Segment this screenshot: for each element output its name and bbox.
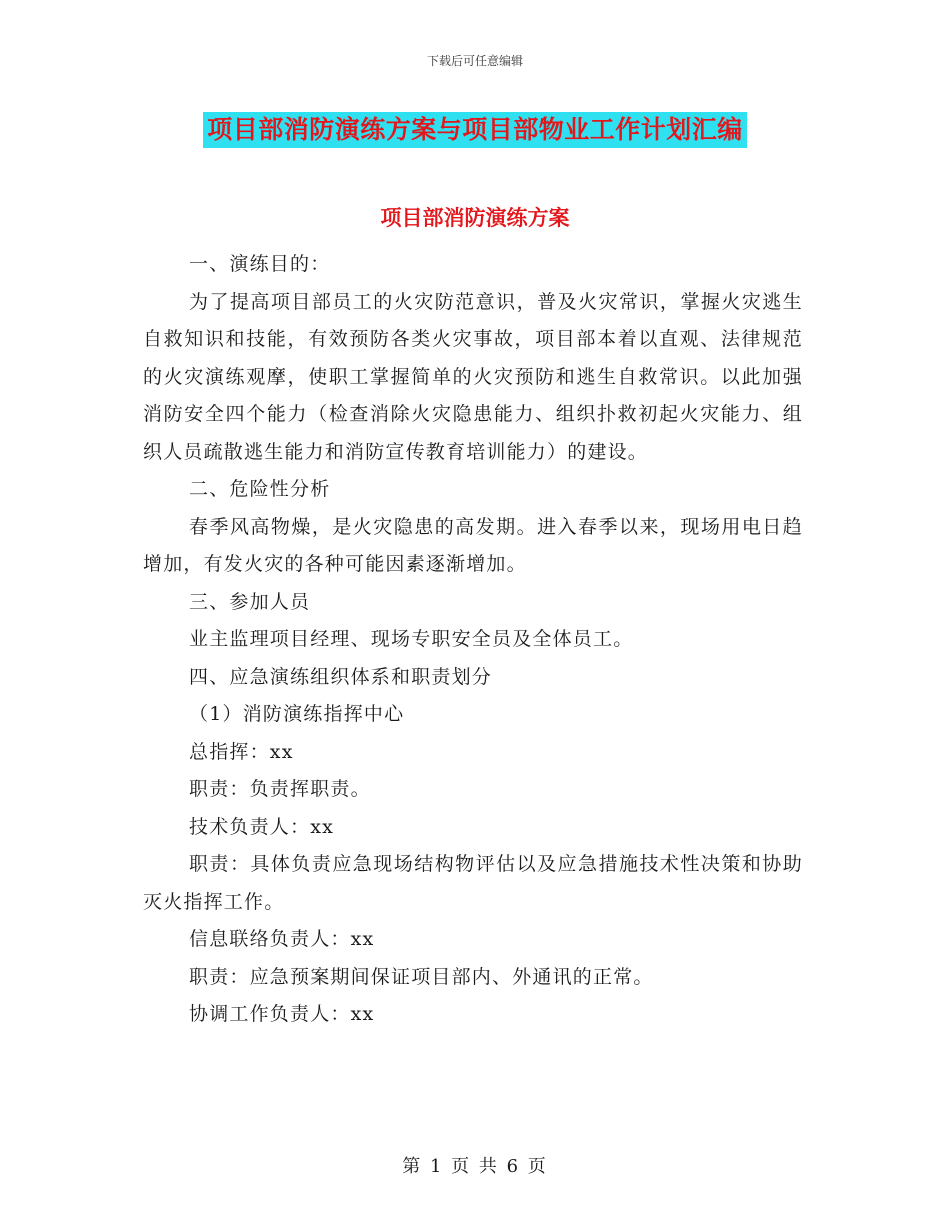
paragraph: 总指挥：xx: [189, 740, 294, 763]
paragraph: 为了提高项目部员工的火灾防范意识，普及火灾常识，掌握火灾逃生自救知识和技能，有效预防各类火灾事故，项目部本着以直观、法律规范的火灾演练观摩，使职工掌握简单的火灾预防和逃生自救常识。以此加强消防安全四个能力（检查消除火灾隐患能力、组织扑救初起火灾能力、组织人员疏散逃生能力和消防宣传教育培训能力）的建设。: [143, 290, 803, 463]
paragraph-heading-2: 二、危险性分析: [189, 478, 331, 500]
paragraph-heading-1: 一、演练目的：: [189, 253, 331, 275]
document-title: 项目部消防演练方案与项目部物业工作计划汇编: [203, 112, 747, 148]
paragraph: 春季风高物燥，是火灾隐患的高发期。进入春季以来，现场用电日趋增加，有发火灾的各种可能因素逐渐增加。: [143, 515, 803, 575]
paragraph-heading-4: 四、应急演练组织体系和职责划分: [189, 665, 493, 688]
paragraph: 职责：负责挥职责。: [189, 778, 371, 800]
document-title-container: [0, 112, 950, 148]
page-number: 第 1 页 共 6 页: [402, 1156, 548, 1177]
paragraph: 职责：应急预案期间保证项目部内、外通讯的正常。: [189, 965, 654, 988]
paragraph: 业主监理项目经理、现场专职安全员及全体员工。: [189, 628, 634, 650]
paragraph: 技术负责人：xx: [189, 815, 335, 838]
header-note: 下载后可任意编辑: [426, 54, 523, 68]
paragraph-heading-3: 三、参加人员: [189, 590, 311, 613]
paragraph-subheading: （1）消防演练指挥中心: [189, 703, 405, 725]
paragraph: 职责：具体负责应急现场结构物评估以及应急措施技术性决策和协助灭火指挥工作。: [143, 853, 803, 913]
section-title: 项目部消防演练方案: [380, 206, 570, 230]
paragraph: 协调工作负责人：xx: [189, 1003, 375, 1025]
document-body: [143, 246, 803, 1034]
paragraph: 信息联络负责人：xx: [189, 928, 375, 950]
